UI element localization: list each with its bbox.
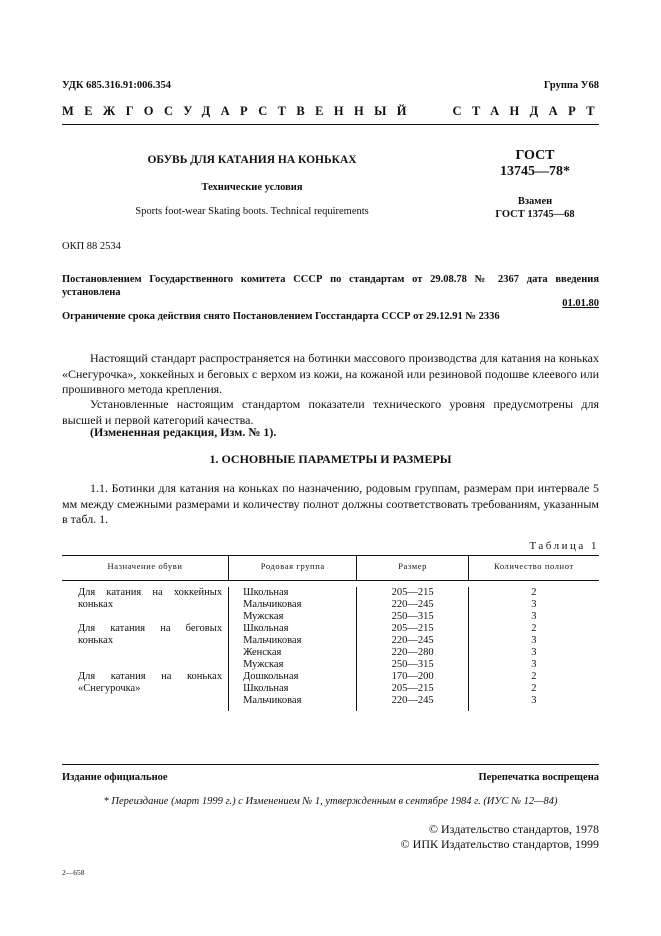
clause-1-1: 1.1. Ботинки для катания на коньках по назначению, родовым группам, размерам при интервале 5 мм между смежными размерами и количеству полнот должны соответствовать требованиям, указанным в табл. 1. bbox=[62, 481, 599, 526]
table-row bbox=[62, 623, 599, 635]
quantity-cell: 3 bbox=[531, 599, 537, 610]
gost-label: ГОСТ bbox=[515, 148, 555, 163]
col-header-quantity: Количество полнот bbox=[468, 556, 599, 581]
page-code: 2—658 bbox=[62, 868, 85, 877]
banner-interstate: МЕЖГОСУДАРСТВЕННЫЙ bbox=[62, 104, 417, 118]
quality-paragraph: Установленные настоящим стандартом показатели технического уровня предусмотрены для высшей и первой категорий качества. bbox=[62, 397, 599, 427]
group-code: Группа У68 bbox=[543, 80, 599, 91]
table-row bbox=[62, 671, 599, 683]
col-header-size: Размер bbox=[357, 556, 468, 581]
size-cell: 250—315 bbox=[357, 659, 468, 671]
size-cell: 220—245 bbox=[357, 635, 468, 647]
size-cell: 250—315 bbox=[357, 611, 468, 623]
group-cell: Школьная bbox=[229, 683, 357, 695]
size-cell: 220—245 bbox=[357, 599, 468, 611]
table-row bbox=[62, 587, 599, 599]
quantity-cell: 2 bbox=[531, 683, 537, 694]
quantity-cell: 2 bbox=[531, 623, 537, 634]
size-cell: 220—245 bbox=[357, 695, 468, 711]
decree-line2: установлена bbox=[62, 287, 121, 298]
table-caption: Таблица 1 bbox=[529, 540, 599, 552]
quantity-cell: 3 bbox=[531, 635, 537, 646]
col-header-purpose: Назначение обуви bbox=[62, 556, 229, 581]
group-cell: Женская bbox=[229, 647, 357, 659]
header-rule bbox=[62, 124, 599, 125]
group-cell: Мужская bbox=[229, 611, 357, 623]
replaces-label: Взамен bbox=[517, 196, 553, 207]
document-title: ОБУВЬ ДЛЯ КАТАНИЯ НА КОНЬКАХ bbox=[147, 154, 357, 166]
reprint-prohibited: Перепечатка воспрещена bbox=[478, 772, 599, 783]
size-cell: 205—215 bbox=[357, 587, 468, 599]
intro-paragraph: Настоящий стандарт распространяется на ботинки массового производства для катания на коньках «Снегурочка», хоккейных и беговых с верхом из кожи, на кожаной или резиновой подошве клеевого или прошивного метода крепления. bbox=[62, 351, 599, 396]
restriction-note: Ограничение срока действия снято Постановлением Госстандарта СССР от 29.12.91 № 2336 bbox=[62, 311, 500, 322]
purpose-cell: Для катания на хоккейных коньках bbox=[62, 587, 229, 623]
official-edition: Издание официальное bbox=[62, 772, 168, 783]
group-cell: Дошкольная bbox=[229, 671, 357, 683]
document-subtitle: Технические условия bbox=[201, 182, 303, 193]
parameters-table bbox=[62, 555, 599, 711]
footer-rule bbox=[62, 764, 599, 765]
group-cell: Мальчиковая bbox=[229, 695, 357, 711]
size-cell: 205—215 bbox=[357, 623, 468, 635]
quantity-cell: 2 bbox=[531, 587, 537, 598]
banner-standard: СТАНДАРТ bbox=[452, 104, 605, 118]
quantity-cell: 3 bbox=[531, 647, 537, 658]
group-cell: Мальчиковая bbox=[229, 635, 357, 647]
replaces-standard: ГОСТ 13745—68 bbox=[495, 209, 575, 220]
english-title: Sports foot-wear Skating boots. Technical requirements bbox=[135, 206, 369, 217]
size-cell: 220—280 bbox=[357, 647, 468, 659]
purpose-cell: Для катания на коньках «Снегурочка» bbox=[62, 671, 229, 711]
group-cell: Мальчиковая bbox=[229, 599, 357, 611]
gost-number: 13745—78* bbox=[500, 164, 570, 179]
group-cell: Мужская bbox=[229, 659, 357, 671]
col-header-group: Родовая группа bbox=[229, 556, 357, 581]
effective-date: 01.01.80 bbox=[562, 298, 599, 309]
udk-code: УДК 685.316.91:006.354 bbox=[62, 80, 171, 91]
okp-code: ОКП 88 2534 bbox=[62, 241, 121, 252]
quantity-cell: 3 bbox=[531, 611, 537, 622]
amendment-note: (Измененная редакция, Изм. № 1). bbox=[90, 425, 277, 439]
section-title: 1. ОСНОВНЫЕ ПАРАМЕТРЫ И РАЗМЕРЫ bbox=[209, 452, 452, 466]
group-cell: Школьная bbox=[229, 587, 357, 599]
size-cell: 170—200 bbox=[357, 671, 468, 683]
decree-line1: Постановлением Государственного комитета СССР по стандартам от 29.08.78 № 2367 дата введения bbox=[62, 274, 599, 285]
copyright-1978: © Издательство стандартов, 1978 bbox=[428, 822, 599, 836]
copyright-1999: © ИПК Издательство стандартов, 1999 bbox=[400, 837, 599, 851]
group-cell: Школьная bbox=[229, 623, 357, 635]
quantity-cell: 3 bbox=[531, 659, 537, 670]
reissue-footnote: * Переиздание (март 1999 г.) с Изменением № 1, утвержденным в сентябре 1984 г. (ИУС № 12—84) bbox=[103, 796, 558, 807]
purpose-cell: Для катания на беговых коньках bbox=[62, 623, 229, 671]
quantity-cell: 3 bbox=[531, 695, 537, 706]
quantity-cell: 2 bbox=[531, 671, 537, 682]
size-cell: 205—215 bbox=[357, 683, 468, 695]
